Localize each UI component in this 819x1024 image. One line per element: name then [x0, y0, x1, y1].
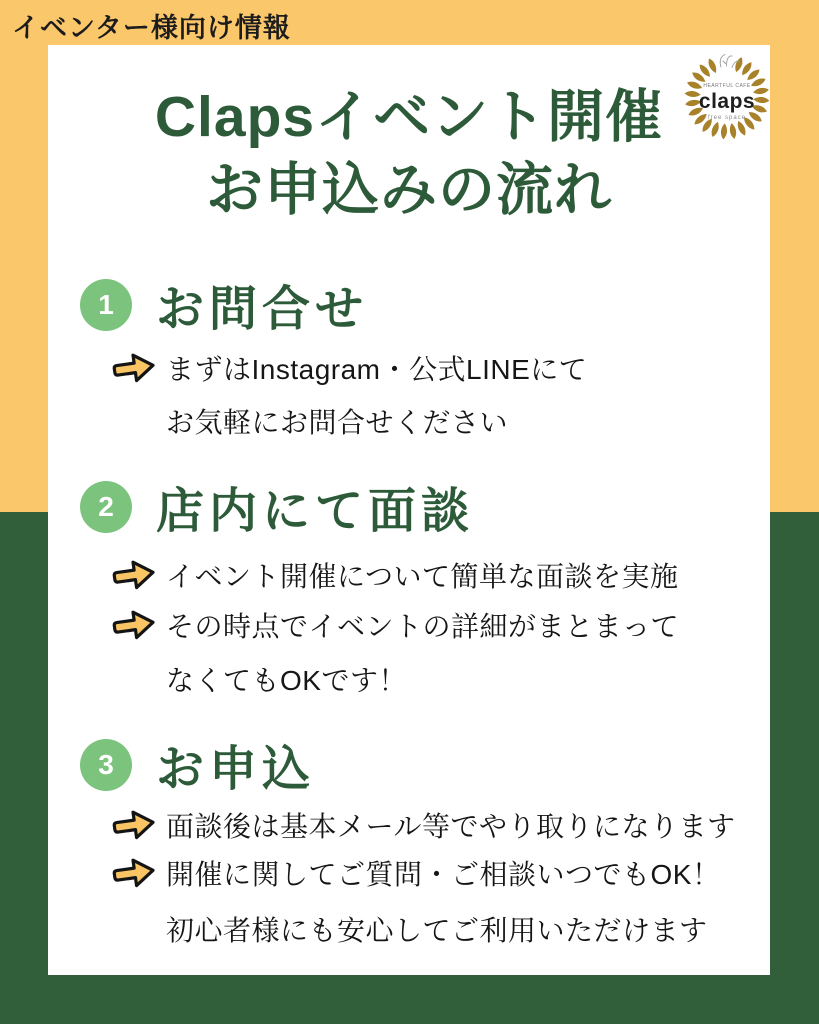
right-arrow-icon: [107, 802, 160, 848]
bullet-text: お気軽にお問合せください: [166, 407, 509, 438]
bullet-text: その時点でイベントの詳細がまとまって: [166, 611, 680, 642]
step-2-bullet-1: [110, 555, 678, 595]
step-3-bullet-1: [110, 805, 735, 845]
bullet-text: 開催に関してご質問・ご相談いつでもOK！: [166, 859, 721, 890]
page-title: [48, 81, 770, 227]
audience-tag-label: イベンター様向け情報: [12, 13, 291, 43]
step-1-bullet-2: [110, 401, 508, 441]
step-3-bullet-2: [110, 853, 720, 893]
step-2-number-badge: 2: [80, 481, 132, 533]
step-1-number-badge: 1: [80, 279, 132, 331]
page-title-line2: お申込みの流れ: [206, 158, 612, 222]
bullet-text: 初心者様にも安心してご利用いただけます: [166, 915, 708, 946]
logo-tagline-top: HEARTFUL CAFE: [703, 82, 751, 89]
bullet-text: なくてもOKです！: [166, 665, 407, 696]
step-1-bullet-1: [110, 348, 587, 388]
right-arrow-icon: [107, 602, 160, 648]
step-2-header: [80, 472, 474, 541]
step-1-heading: お問合せ: [156, 283, 369, 336]
step-1-header: [80, 270, 368, 339]
right-arrow-icon: [107, 850, 160, 896]
right-arrow-icon: [107, 552, 160, 598]
page-title-line1: Clapsイベント開催: [154, 85, 664, 149]
step-3-header: [80, 730, 315, 799]
step-2-bullet-2: [110, 605, 679, 645]
logo-brand-text: claps: [698, 89, 756, 113]
bullet-text: イベント開催について簡単な面談を実施: [166, 561, 679, 592]
right-arrow-icon: [107, 345, 160, 391]
bullet-text: まずはInstagram・公式LINEにて: [166, 354, 588, 385]
step-3-bullet-3: [110, 909, 708, 949]
step-2-bullet-3: [110, 659, 407, 699]
content-card: [48, 45, 770, 975]
step-3-number-badge: 3: [80, 739, 132, 791]
step-3-heading: お申込: [156, 743, 316, 796]
bullet-text: 面談後は基本メール等でやり取りになります: [166, 811, 736, 842]
logo-tagline-bottom: free space: [707, 114, 747, 121]
step-2-heading: 店内にて面談: [156, 485, 475, 538]
